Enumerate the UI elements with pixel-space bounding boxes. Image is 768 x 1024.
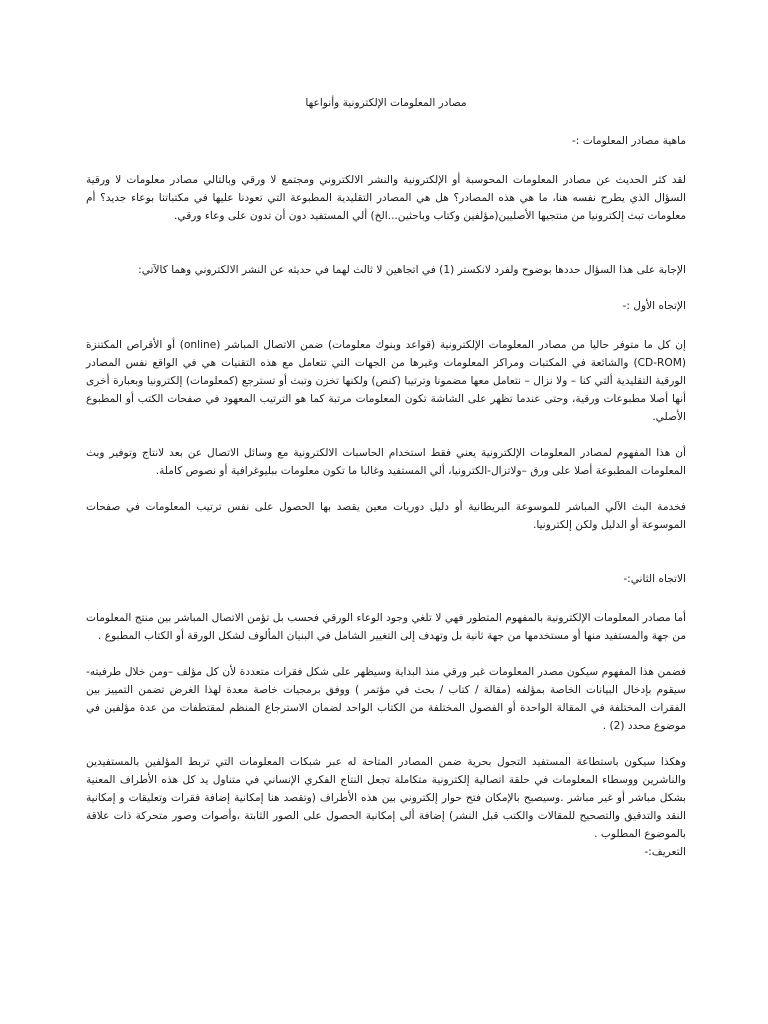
section-heading-second-direction: الاتجاه الثاني:- bbox=[623, 573, 686, 585]
definition-label: التعريف:- bbox=[644, 846, 686, 858]
paragraph-second-direction: أما مصادر المعلومات الإلكترونية بالمفهوم المتطور فهي لا تلغي وجود الوعاء الورقي فحسب بل تؤمن الاتصال المباشر بين منتج المعلومات من جهة والمستفيد منها أو مستخدمها من جهة ثانية بل وتهدف إلى التغيير الشامل في البنيان المألوف لشكل الورقة أو الكتاب المطبوع . bbox=[86, 612, 686, 642]
paragraph-first-direction: إن كل ما متوفر حاليا من مصادر المعلومات الإلكترونية (قواعد وبنوك معلومات) ضمن الاتصال المباشر (online) أو الأقراص المكتنزة (CD-ROM) والشائعة في المكتبات ومراكز المعلومات وغيرها من الجهات التي تتعامل مع هذه التقنيات هي في الواقع نفس المصادر الورقية التقليدية ألتي كنا – ولا نزال – نتعامل معها مضمونا وترتيبا (كنص) ولكنها تخزن وتبث أو تسترجع (كمعلومات) إلكترونيا وبعبارة أخرى أنها أصلا مطبوعات ورقية، وحتى عندما تظهر على الشاشة تكون المعلومات مرتبة كما هو الترتيب المعهود في صفحات الكتب أو المطبوع الأصلي. bbox=[86, 339, 686, 423]
section-heading-first-direction: الإتجاه الأول :- bbox=[622, 300, 686, 312]
document-body bbox=[86, 94, 686, 861]
paragraph-second-concept: فضمن هذا المفهوم سيكون مصدر المعلومات غير ورقي منذ البداية وسيظهر على شكل فقرات متعددة لأن كل مؤلف –ومن خلال طرفيته- سيقوم بإدخال البيانات الخاصة بمؤلفه (مقالة / كتاب / بحث في مؤتمر ) ووفق برمجيات خاصة معدة لهذا الغرض تضمن التمييز بين الفقرات المختلفة في المقالة الواحدة أو الفصول المختلفة من الكتاب الواحد لضمان الاسترجاع المنظم لمقتطفات من عدة مؤلفين في موضوع محدد (2) . bbox=[86, 666, 686, 732]
document-title: مصادر المعلومات الإلكترونية وأنواعها bbox=[305, 97, 467, 109]
paragraph-lancaster: الإجابة على هذا السؤال حددها بوضوح ولفرد لانكستر (1) في اتجاهين لا ثالث لهما في حديثه عن النشر الالكتروني وهما كالآتي: bbox=[138, 264, 686, 276]
paragraph-networks: وهكذا سيكون باستطاعة المستفيد التجول بحرية ضمن المصادر المتاحة له عبر شبكات المعلومات التي تربط المؤلفين بالمستفيدين والناشرين ووسطاء المعلومات في حلقة اتصالية إلكترونية متكاملة تجعل النتاج الفكري الإنساني في متناول يد كل هذه الأطراف المعنية بشكل مباشر أو غير مباشر .وسيصبح بالإمكان فتح حوار إلكتروني بين هذه الأطراف (وتقصد هنا إمكانية إضافة فقرات وتعليقات و إمكانية النقد والتدقيق والتصحيح للمقالات والكتب قبل النشر) إضافة ألى إمكانية الحصول على الصور الثابتة ،وأصوات وصور متحركة ذات علاقة بالموضوع المطلوب . bbox=[86, 756, 686, 840]
paragraph-britannica: فخدمة البث الآلي المباشر للموسوعة البريطانية أو دليل دوريات معين يقصد بها الحصول على نفس ترتيب المعلومات في صفحات الموسوعة أو الدليل ولكن إلكترونيا. bbox=[86, 501, 686, 531]
paragraph-intro: لقد كثر الحديث عن مصادر المعلومات المحوسبة أو الإلكترونية والنشر الالكتروني ومجتمع لا ورقي وبالتالي مصادر معلومات لا ورقية السؤال الذي يطرح نفسه هنا، ما هي هذه المصادر؟ هل هي المصادر التقليدية المطبوعة التي تعودنا عليها في مكتباتنا بوعاء جديد؟ أم معلومات تبث إلكترونيا من منتجيها الأصليين(مؤلفين وكتاب وباحثين...الخ) ألي المستفيد دون أن تدون على وعاء ورقي. bbox=[86, 174, 686, 222]
paragraph-first-concept: أن هذا المفهوم لمصادر المعلومات الإلكترونية يعني فقط استخدام الحاسبات الالكترونية مع وسائل الاتصال عن بعد لانتاج وتوفير وبث المعلومات المطبوعة أصلا على ورق –ولاتزال-الكترونيا، ألي المستفيد وغالبا ما تكون معلومات ببليوغرافية أو نصوص كاملة. bbox=[86, 447, 686, 477]
section-heading-definition: ماهية مصادر المعلومات :- bbox=[571, 135, 686, 147]
